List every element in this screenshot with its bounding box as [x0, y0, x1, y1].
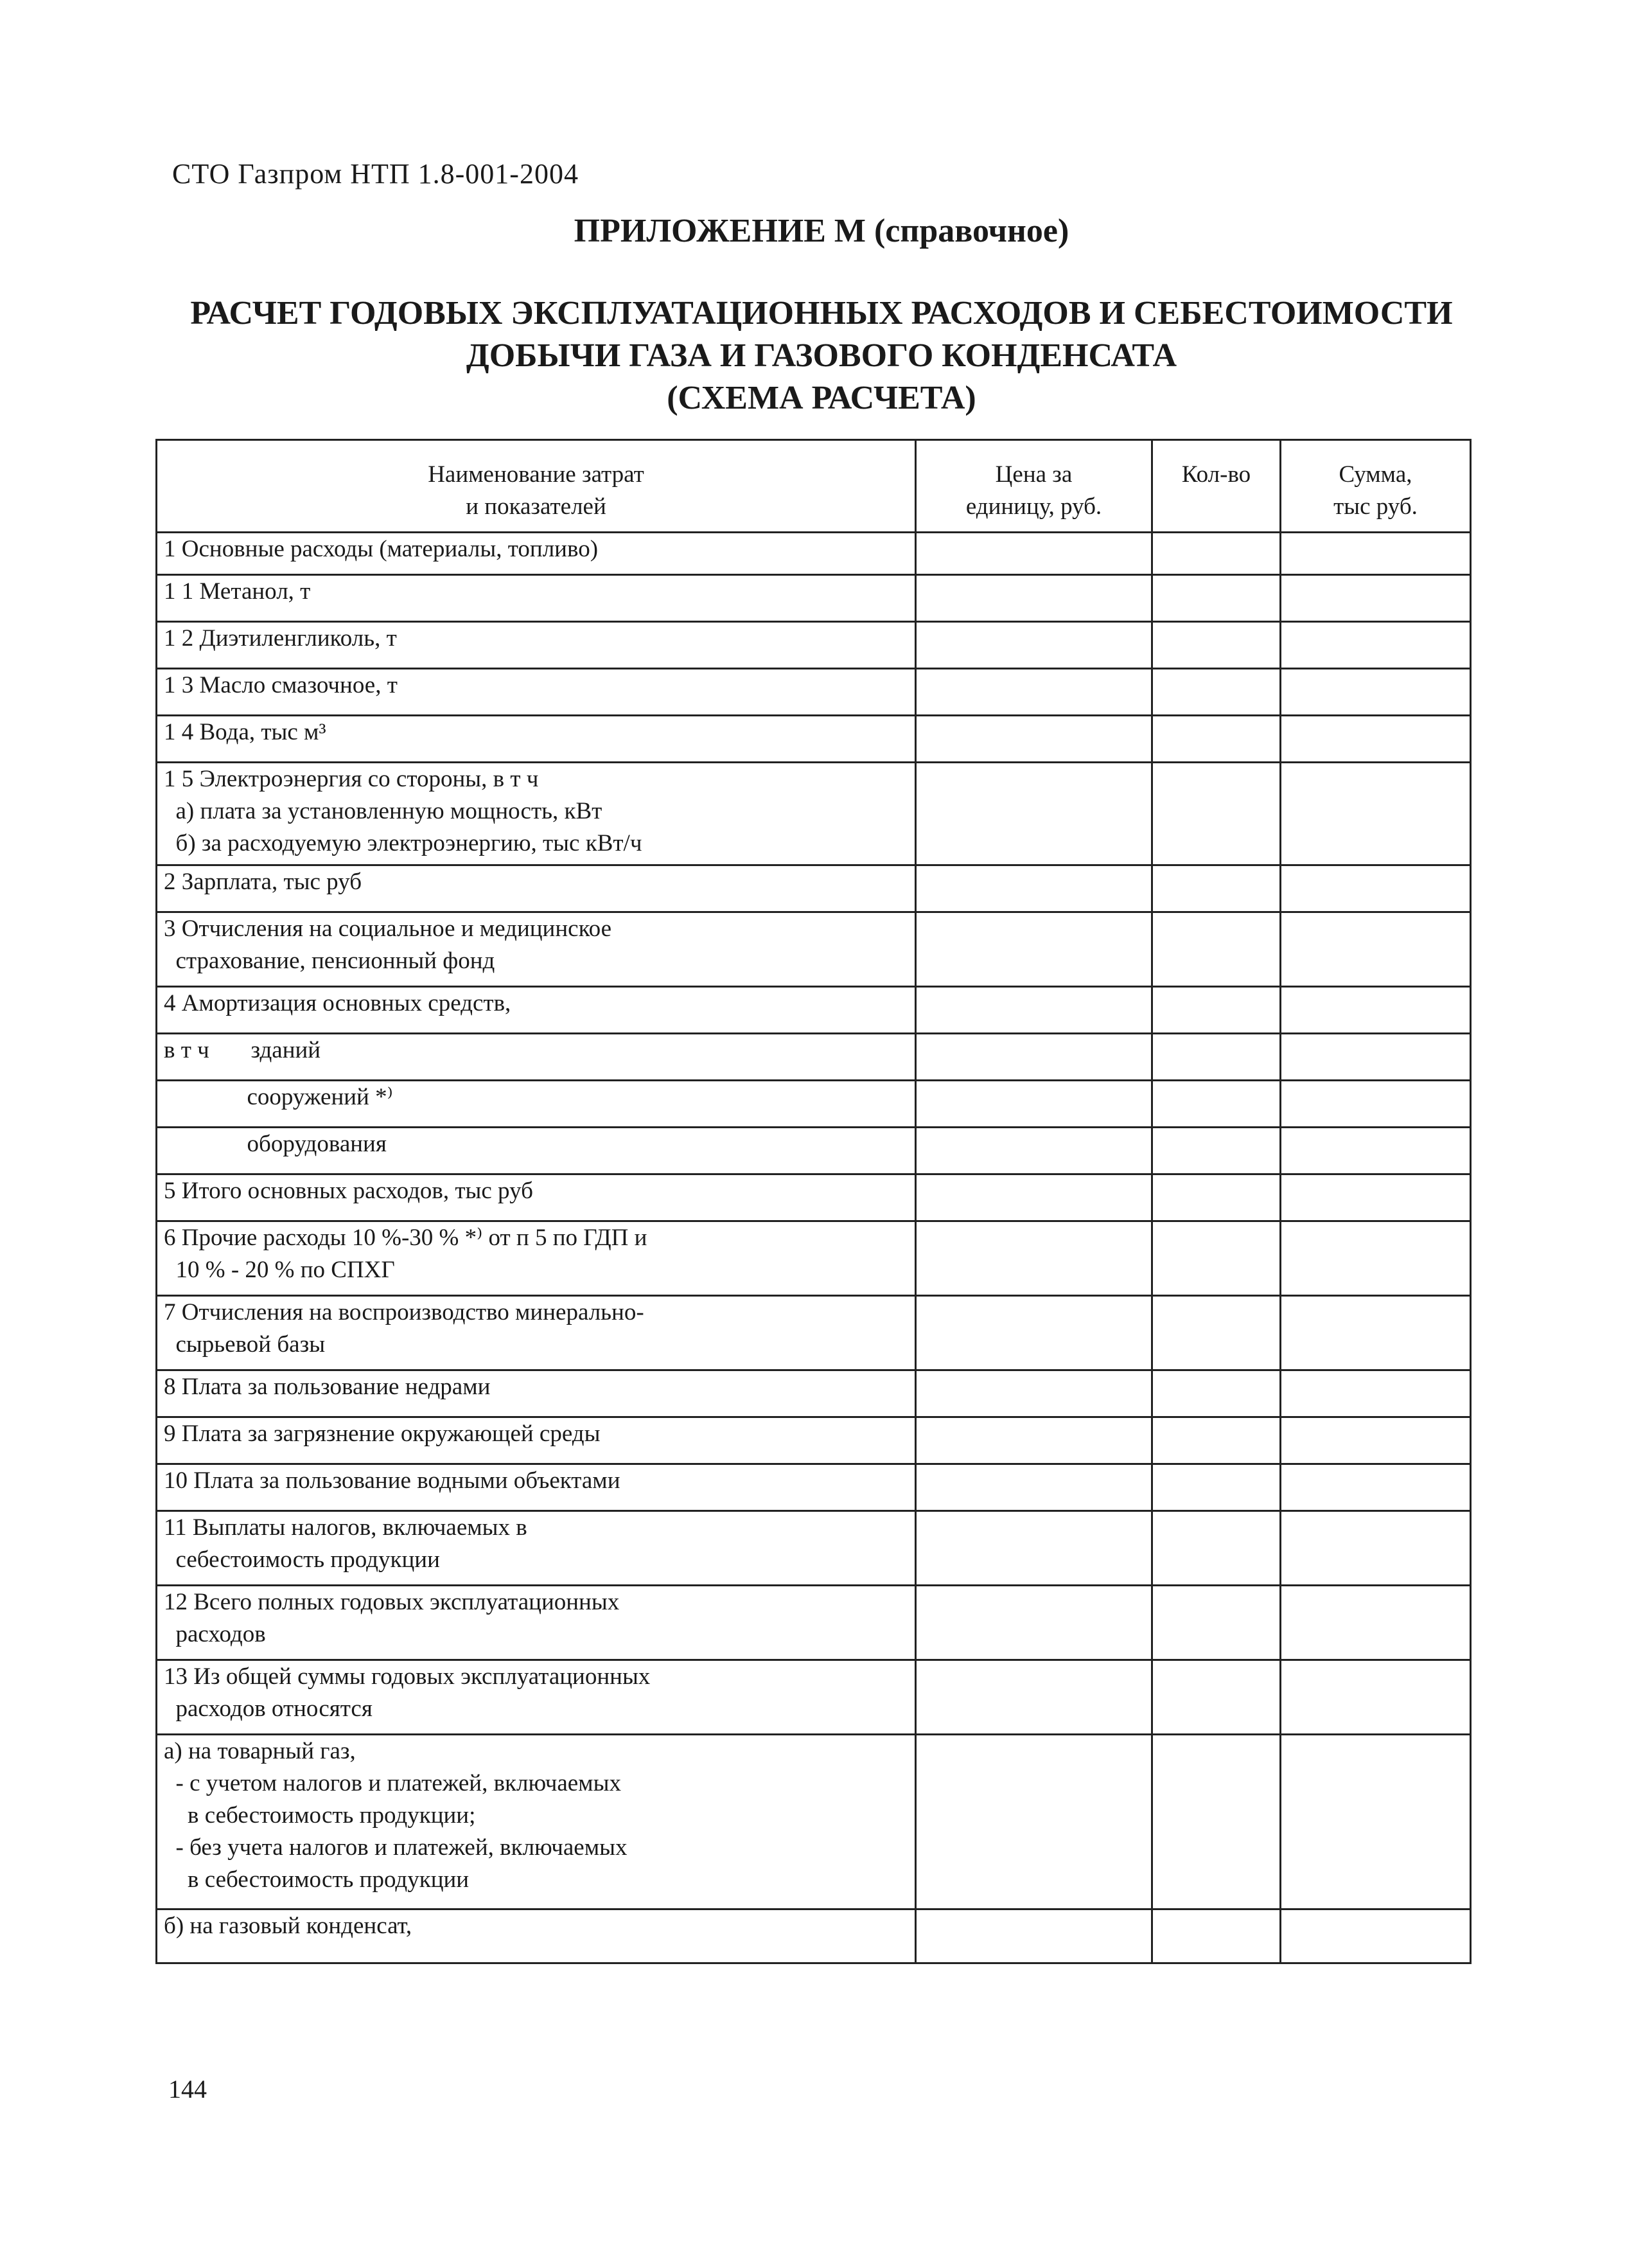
table-row	[157, 1735, 1471, 1909]
sum-cell	[1281, 987, 1471, 1034]
cost-item-name	[157, 1464, 916, 1511]
table-row	[157, 865, 1471, 912]
table-row	[157, 533, 1471, 575]
cost-item-name	[157, 1081, 916, 1128]
table-row	[157, 912, 1471, 987]
sum-cell	[1281, 1034, 1471, 1081]
table-body	[157, 533, 1471, 1963]
quantity-cell	[1152, 865, 1281, 912]
cost-item-line: - без учета налогов и платежей, включаемых	[164, 1834, 628, 1861]
cost-item-line: 1 1 Метанол, т	[164, 578, 311, 605]
cost-item-line: б) на газовый конденсат,	[164, 1913, 412, 1939]
cost-item-name	[157, 622, 916, 669]
table-header-row	[157, 440, 1471, 533]
quantity-cell	[1152, 622, 1281, 669]
cost-item-name	[157, 1735, 916, 1909]
unit-price-cell	[916, 987, 1152, 1034]
cost-item-name	[157, 669, 916, 716]
table-row	[157, 622, 1471, 669]
quantity-cell	[1152, 1174, 1281, 1221]
sum-cell	[1281, 533, 1471, 575]
sum-cell	[1281, 912, 1471, 987]
unit-price-cell	[916, 1464, 1152, 1511]
header-text: и показателей	[466, 493, 606, 520]
cost-item-line: сырьевой базы	[164, 1331, 326, 1358]
quantity-cell	[1152, 1735, 1281, 1909]
unit-price-cell	[916, 1081, 1152, 1128]
cost-item-line: б) за расходуемую электроэнергию, тыс кВт/ч	[164, 830, 642, 856]
cost-item-line: расходов относятся	[164, 1696, 373, 1722]
unit-price-cell	[916, 1417, 1152, 1464]
cost-item-name	[157, 1128, 916, 1174]
header-text: единицу, руб.	[965, 493, 1102, 520]
cost-item-line: а) плата за установленную мощность, кВт	[164, 798, 602, 824]
unit-price-cell	[916, 1221, 1152, 1296]
cost-item-line: 1 3 Масло смазочное, т	[164, 672, 398, 698]
header-sum	[1281, 440, 1471, 533]
unit-price-cell	[916, 1586, 1152, 1660]
unit-price-cell	[916, 1128, 1152, 1174]
unit-price-cell	[916, 865, 1152, 912]
unit-price-cell	[916, 1660, 1152, 1735]
quantity-cell	[1152, 1464, 1281, 1511]
table-row	[157, 716, 1471, 763]
sum-cell	[1281, 1081, 1471, 1128]
unit-price-cell	[916, 1296, 1152, 1370]
cost-item-name	[157, 987, 916, 1034]
cost-item-name	[157, 1174, 916, 1221]
cost-item-name	[157, 533, 916, 575]
cost-item-line: а) на товарный газ,	[164, 1738, 356, 1764]
cost-item-line: 9 Плата за загрязнение окружающей среды	[164, 1421, 601, 1447]
cost-item-name	[157, 1511, 916, 1586]
sum-cell	[1281, 1296, 1471, 1370]
unit-price-cell	[916, 1034, 1152, 1081]
cost-item-name	[157, 716, 916, 763]
sum-cell	[1281, 1909, 1471, 1963]
cost-item-name	[157, 1909, 916, 1963]
table-row	[157, 575, 1471, 622]
cost-item-line: 10 Плата за пользование водными объектами	[164, 1467, 620, 1494]
table-row	[157, 1174, 1471, 1221]
unit-price-cell	[916, 1370, 1152, 1417]
cost-item-line: в себестоимость продукции	[164, 1866, 470, 1893]
table-row	[157, 1370, 1471, 1417]
header-quantity	[1152, 440, 1281, 533]
unit-price-cell	[916, 1174, 1152, 1221]
sum-cell	[1281, 1586, 1471, 1660]
sum-cell	[1281, 1511, 1471, 1586]
quantity-cell	[1152, 1296, 1281, 1370]
cost-item-line: 1 Основные расходы (материалы, топливо)	[164, 536, 599, 562]
cost-item-line: 8 Плата за пользование недрами	[164, 1374, 491, 1400]
quantity-cell	[1152, 1417, 1281, 1464]
quantity-cell	[1152, 533, 1281, 575]
quantity-cell	[1152, 1909, 1281, 1963]
sum-cell	[1281, 1128, 1471, 1174]
cost-item-line: - с учетом налогов и платежей, включаемых	[164, 1770, 621, 1796]
table-row	[157, 1081, 1471, 1128]
cost-item-line: расходов	[164, 1621, 266, 1647]
cost-item-name	[157, 1660, 916, 1735]
unit-price-cell	[916, 1909, 1152, 1963]
main-title	[0, 292, 1643, 420]
quantity-cell	[1152, 1128, 1281, 1174]
sum-cell	[1281, 763, 1471, 865]
cost-item-name	[157, 1370, 916, 1417]
quantity-cell	[1152, 987, 1281, 1034]
table-row	[157, 1586, 1471, 1660]
cost-item-line: 3 Отчисления на социальное и медицинское	[164, 916, 612, 942]
unit-price-cell	[916, 763, 1152, 865]
cost-item-line: в т ч зданий	[164, 1037, 321, 1063]
header-unit-price	[916, 440, 1152, 533]
cost-item-name	[157, 763, 916, 865]
sum-cell	[1281, 1174, 1471, 1221]
table-row	[157, 1660, 1471, 1735]
table-row	[157, 1909, 1471, 1963]
appendix-label: ПРИЛОЖЕНИЕ М	[574, 213, 866, 249]
sum-cell	[1281, 669, 1471, 716]
quantity-cell	[1152, 669, 1281, 716]
table-row	[157, 669, 1471, 716]
cost-item-name	[157, 1417, 916, 1464]
cost-item-line: 5 Итого основных расходов, тыс руб	[164, 1178, 533, 1204]
sum-cell	[1281, 865, 1471, 912]
cost-item-name	[157, 865, 916, 912]
cost-item-line: 11 Выплаты налогов, включаемых в	[164, 1514, 527, 1541]
quantity-cell	[1152, 1660, 1281, 1735]
cost-item-line: 12 Всего полных годовых эксплуатационных	[164, 1589, 620, 1615]
sum-cell	[1281, 716, 1471, 763]
table-row	[157, 1511, 1471, 1586]
table-row	[157, 1221, 1471, 1296]
cost-item-line: 6 Прочие расходы 10 %-30 % *⁾ от п 5 по ГДП и	[164, 1225, 647, 1251]
sum-cell	[1281, 622, 1471, 669]
cost-item-name	[157, 575, 916, 622]
cost-item-name	[157, 912, 916, 987]
main-title-line: (СХЕМА РАСЧЕТА)	[667, 380, 976, 416]
main-title-line: РАСЧЕТ ГОДОВЫХ ЭКСПЛУАТАЦИОННЫХ РАСХОДОВ И СЕБЕСТОИМОСТИ	[190, 295, 1453, 332]
cost-item-line: себестоимость продукции	[164, 1546, 440, 1573]
quantity-cell	[1152, 575, 1281, 622]
appendix-note: (справочное)	[874, 213, 1069, 249]
table-row	[157, 1296, 1471, 1370]
unit-price-cell	[916, 912, 1152, 987]
cost-item-line: 1 2 Диэтиленгликоль, т	[164, 625, 397, 651]
cost-item-line: в себестоимость продукции;	[164, 1802, 476, 1829]
document-code: СТО Газпром НТП 1.8-001-2004	[172, 158, 579, 190]
cost-item-line: 4 Амортизация основных средств,	[164, 990, 511, 1016]
quantity-cell	[1152, 1034, 1281, 1081]
cost-item-name	[157, 1221, 916, 1296]
cost-item-line: 1 5 Электроэнергия со стороны, в т ч	[164, 766, 539, 792]
quantity-cell	[1152, 1081, 1281, 1128]
cost-item-line: 1 4 Вода, тыс м³	[164, 719, 326, 745]
cost-item-name	[157, 1034, 916, 1081]
cost-item-name	[157, 1586, 916, 1660]
sum-cell	[1281, 1370, 1471, 1417]
cost-item-line: сооружений *⁾	[164, 1084, 393, 1110]
sum-cell	[1281, 1221, 1471, 1296]
header-text: тыс руб.	[1333, 493, 1418, 520]
unit-price-cell	[916, 716, 1152, 763]
quantity-cell	[1152, 1511, 1281, 1586]
unit-price-cell	[916, 575, 1152, 622]
sum-cell	[1281, 1660, 1471, 1735]
unit-price-cell	[916, 622, 1152, 669]
cost-item-line: оборудования	[164, 1131, 387, 1157]
table-row	[157, 1464, 1471, 1511]
header-cost-name	[157, 440, 916, 533]
cost-item-name	[157, 1296, 916, 1370]
header-text: Наименование затрат	[428, 461, 644, 488]
page-number: 144	[168, 2075, 207, 2104]
sum-cell	[1281, 1417, 1471, 1464]
quantity-cell	[1152, 1586, 1281, 1660]
sum-cell	[1281, 1464, 1471, 1511]
cost-item-line: 2 Зарплата, тыс руб	[164, 869, 362, 895]
quantity-cell	[1152, 912, 1281, 987]
quantity-cell	[1152, 1370, 1281, 1417]
unit-price-cell	[916, 1735, 1152, 1909]
cost-item-line: страхование, пенсионный фонд	[164, 948, 495, 974]
table-row	[157, 1417, 1471, 1464]
unit-price-cell	[916, 533, 1152, 575]
main-title-line: ДОБЫЧИ ГАЗА И ГАЗОВОГО КОНДЕНСАТА	[466, 337, 1177, 374]
header-text: Цена за	[995, 461, 1073, 488]
quantity-cell	[1152, 763, 1281, 865]
header-text: Сумма,	[1339, 461, 1412, 488]
sum-cell	[1281, 1735, 1471, 1909]
appendix-title	[0, 212, 1643, 250]
cost-item-line: 13 Из общей суммы годовых эксплуатационных	[164, 1663, 651, 1690]
quantity-cell	[1152, 1221, 1281, 1296]
cost-item-line: 7 Отчисления на воспроизводство минерально-	[164, 1299, 644, 1325]
cost-item-line: 10 % - 20 % по СПХГ	[164, 1257, 395, 1283]
cost-table	[155, 439, 1472, 1964]
unit-price-cell	[916, 669, 1152, 716]
quantity-cell	[1152, 716, 1281, 763]
unit-price-cell	[916, 1511, 1152, 1586]
table-row	[157, 1128, 1471, 1174]
table-row	[157, 987, 1471, 1034]
sum-cell	[1281, 575, 1471, 622]
table-row	[157, 763, 1471, 865]
header-text: Кол-во	[1181, 461, 1251, 488]
table-row	[157, 1034, 1471, 1081]
